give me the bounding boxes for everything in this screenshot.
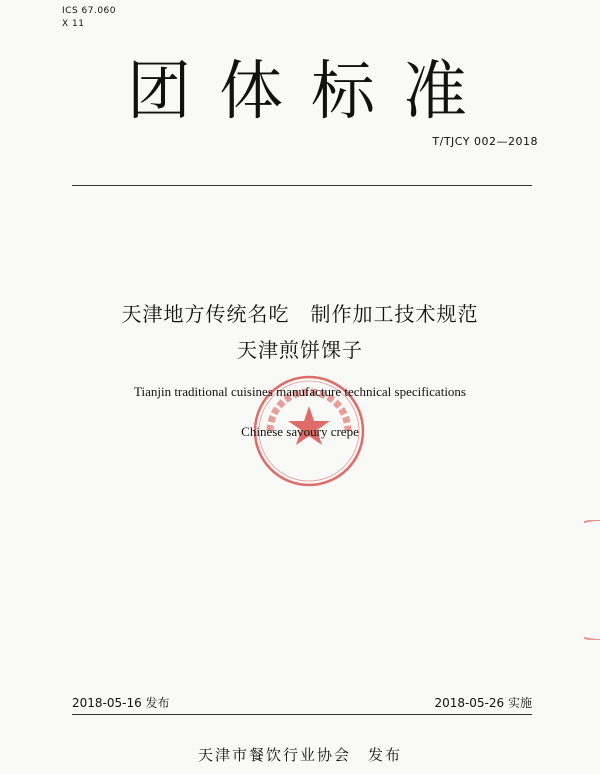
class-code: X 11 bbox=[62, 19, 85, 29]
standard-number: T/TJCY 002—2018 bbox=[432, 135, 538, 148]
top-divider bbox=[72, 185, 532, 186]
title-en-line2: Chinese savoury crepe bbox=[241, 424, 359, 439]
title-zh-line2: 天津煎饼馃子 bbox=[237, 338, 363, 362]
implement-date: 2018-05-26 实施 bbox=[434, 696, 532, 710]
edge-seal-fragment-icon bbox=[584, 520, 600, 640]
document-type-title: 团体标准 bbox=[127, 55, 495, 129]
title-en-line1: Tianjin traditional cuisines manufacture technical specifications bbox=[133, 384, 466, 399]
classification-block bbox=[62, 5, 116, 31]
publish-date: 2018-05-16 发布 bbox=[72, 696, 170, 710]
issuer: 天津市餐饮行业协会 发布 bbox=[197, 746, 402, 764]
title-zh-line1: 天津地方传统名吃 制作加工技术规范 bbox=[121, 302, 479, 326]
bottom-divider bbox=[72, 714, 532, 715]
ics-code: ICS 67.060 bbox=[62, 6, 117, 16]
